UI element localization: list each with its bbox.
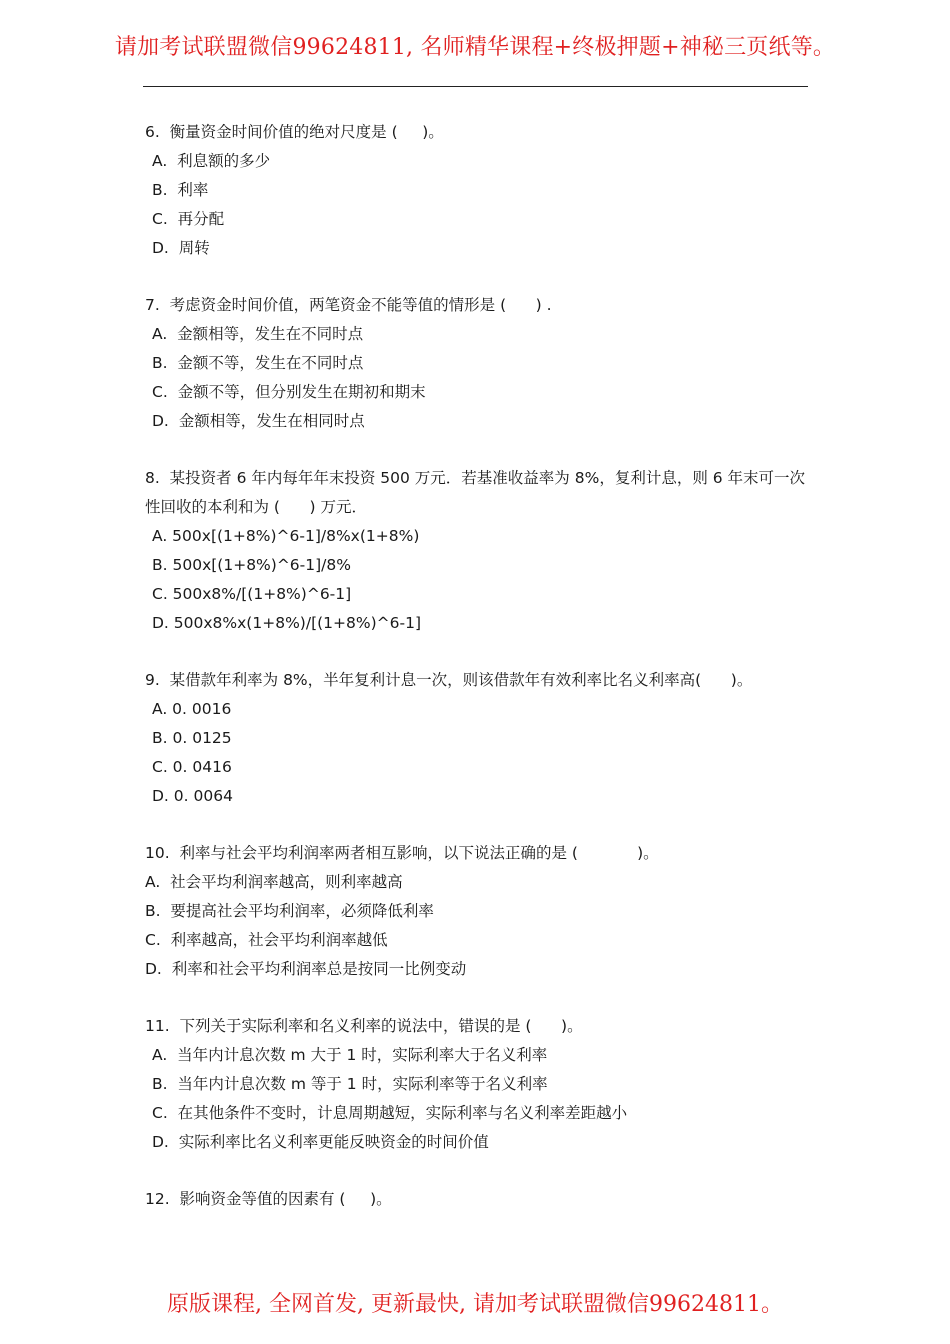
question-stem: 8. 某投资者 6 年内每年年末投资 500 万元．若基准收益率为 8%，复利计息，则 6 年末可一次性回收的本利和为 ( ) 万元．: [145, 469, 806, 516]
question-7: [145, 291, 810, 436]
option-b: B. 金额不等，发生在不同时点: [152, 354, 364, 372]
option-a: A. 500x[(1+8%)^6-1]/8%x(1+8%): [152, 527, 420, 545]
option-a: A. 利息额的多少: [152, 152, 271, 170]
question-stem: 7. 考虑资金时间价值，两笔资金不能等值的情形是 ( ) .: [145, 296, 552, 314]
question-stem: 11. 下列关于实际利率和名义利率的说法中，错误的是 ( )。: [145, 1017, 583, 1035]
option-c: C. 在其他条件不变时，计息周期越短，实际利率与名义利率差距越小: [152, 1104, 628, 1122]
option-d: D. 利率和社会平均利润率总是按同一比例变动: [145, 960, 467, 978]
option-c: C. 再分配: [152, 210, 225, 228]
option-b: B. 500x[(1+8%)^6-1]/8%: [152, 556, 351, 574]
question-stem: 9. 某借款年利率为 8%，半年复利计息一次，则该借款年有效利率比名义利率高( )。: [145, 671, 753, 689]
question-11: [145, 1012, 810, 1157]
footer-promo: 原版课程, 全网首发, 更新最快, 请加考试联盟微信99624811。: [167, 1292, 783, 1317]
option-c: C. 0. 0416: [152, 758, 232, 776]
option-c: C. 利率越高，社会平均利润率越低: [145, 931, 388, 949]
question-10: [145, 839, 810, 984]
option-a: A. 社会平均利润率越高，则利率越高: [145, 873, 403, 891]
question-6: [145, 118, 810, 263]
option-a: A. 当年内计息次数 m 大于 1 时，实际利率大于名义利率: [152, 1046, 548, 1064]
option-d: D. 0. 0064: [152, 787, 233, 805]
option-d: D. 500x8%x(1+8%)/[(1+8%)^6-1]: [152, 614, 421, 632]
option-c: C. 金额不等，但分别发生在期初和期末: [152, 383, 426, 401]
question-8: [145, 464, 810, 638]
question-list: [145, 118, 810, 1242]
question-9: [145, 666, 810, 811]
option-d: D. 实际利率比名义利率更能反映资金的时间价值: [152, 1133, 489, 1151]
question-stem: 6. 衡量资金时间价值的绝对尺度是 ( )。: [145, 123, 444, 141]
option-b: B. 当年内计息次数 m 等于 1 时，实际利率等于名义利率: [152, 1075, 548, 1093]
header-divider: [143, 86, 808, 87]
option-d: D. 金额相等，发生在相同时点: [152, 412, 365, 430]
option-b: B. 要提高社会平均利润率，必须降低利率: [145, 902, 434, 920]
question-12: [145, 1185, 810, 1214]
header-promo: 请加考试联盟微信99624811, 名师精华课程+终极押题+神秘三页纸等。: [114, 35, 836, 60]
option-b: B. 利率: [152, 181, 209, 199]
option-c: C. 500x8%/[(1+8%)^6-1]: [152, 585, 352, 603]
question-stem: 12. 影响资金等值的因素有 ( )。: [145, 1190, 392, 1208]
option-a: A. 0. 0016: [152, 700, 232, 718]
option-a: A. 金额相等，发生在不同时点: [152, 325, 364, 343]
question-stem: 10. 利率与社会平均利润率两者相互影响，以下说法正确的是 ( )。: [145, 844, 659, 862]
option-b: B. 0. 0125: [152, 729, 232, 747]
option-d: D. 周转: [152, 239, 210, 257]
